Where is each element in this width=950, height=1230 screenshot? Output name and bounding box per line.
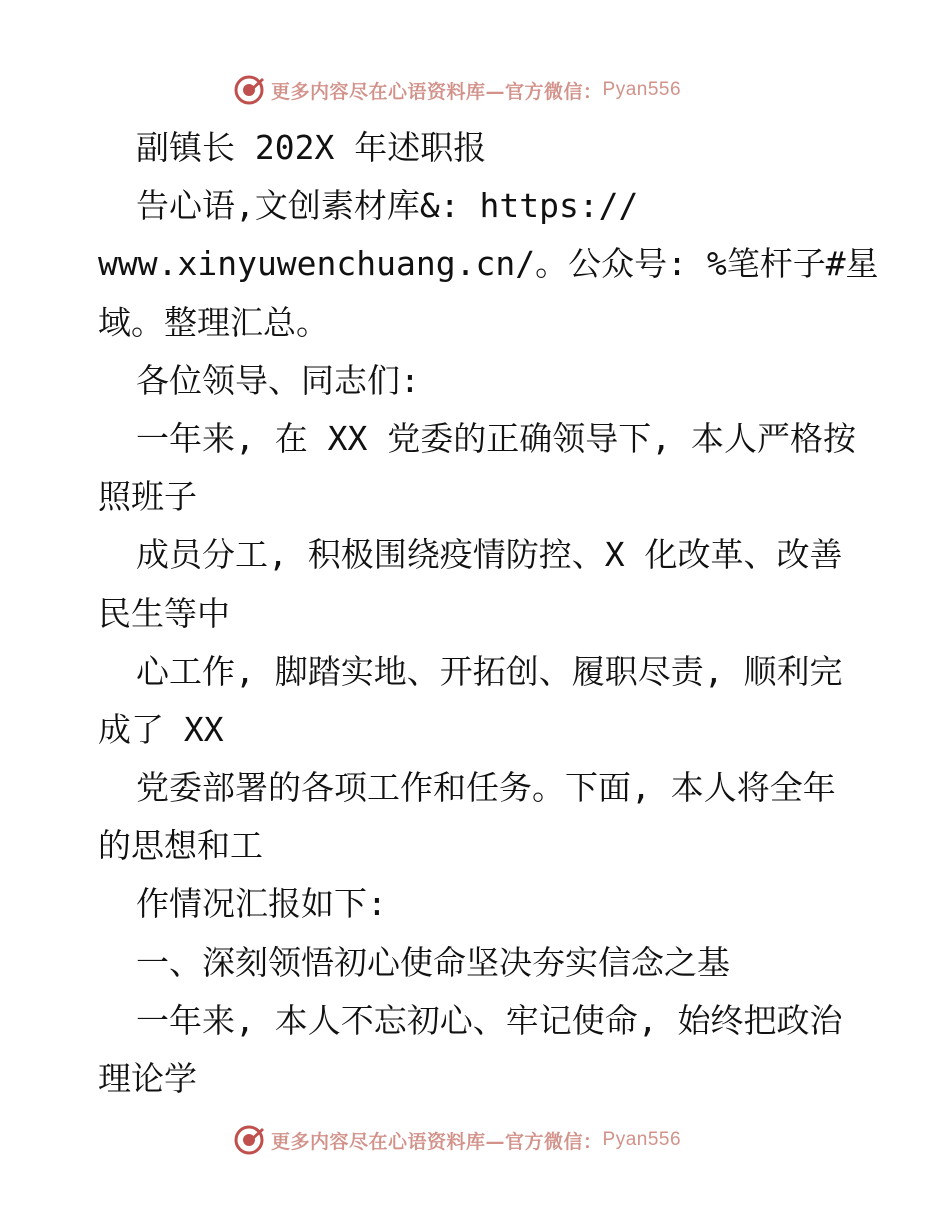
- banner-wechat-id: Pyan556: [602, 79, 682, 100]
- banner-text: 更多内容尽在心语资料库—官方微信：: [271, 80, 603, 103]
- doc-line: 照班子: [98, 477, 197, 517]
- doc-line: 一年来, 在 XX 党委的正确领导下, 本人严格按: [136, 418, 856, 458]
- doc-line: 成员分工, 积极围绕疫情防控、X 化改革、改善: [136, 535, 843, 575]
- pen-logo-icon: [233, 1124, 265, 1156]
- doc-line: 域。整理汇总。: [98, 302, 329, 342]
- doc-line: 民生等中: [98, 593, 230, 633]
- document-body: [98, 119, 879, 1108]
- doc-line: www.xinyuwenchuang.cn/。公众号: %笔杆子#星: [98, 244, 879, 284]
- doc-line: 心工作, 脚踏实地、开拓创、履职尽责, 顺利完: [136, 651, 843, 691]
- footer-banner: [233, 1122, 681, 1158]
- doc-line: 一年来, 本人不忘初心、牢记使命, 始终把政治: [136, 1000, 843, 1040]
- doc-line: 党委部署的各项工作和任务。下面, 本人将全年: [136, 768, 836, 808]
- banner-text: 更多内容尽在心语资料库—官方微信：: [271, 1130, 603, 1153]
- doc-line: 理论学: [98, 1059, 197, 1098]
- doc-line: 各位领导、同志们:: [136, 360, 420, 400]
- pen-logo-icon: [233, 74, 265, 106]
- header-banner: [233, 72, 681, 108]
- doc-line: 告心语,文创素材库&: https://: [136, 186, 639, 226]
- doc-line: 副镇长 202X 年述职报: [136, 128, 487, 167]
- banner-wechat-id: Pyan556: [602, 1129, 682, 1150]
- doc-line: 一、深刻领悟初心使命坚决夯实信念之基: [136, 942, 730, 982]
- doc-line: 的思想和工: [98, 826, 263, 866]
- doc-line: 成了 XX: [98, 709, 224, 749]
- doc-line: 作情况汇报如下:: [136, 884, 387, 924]
